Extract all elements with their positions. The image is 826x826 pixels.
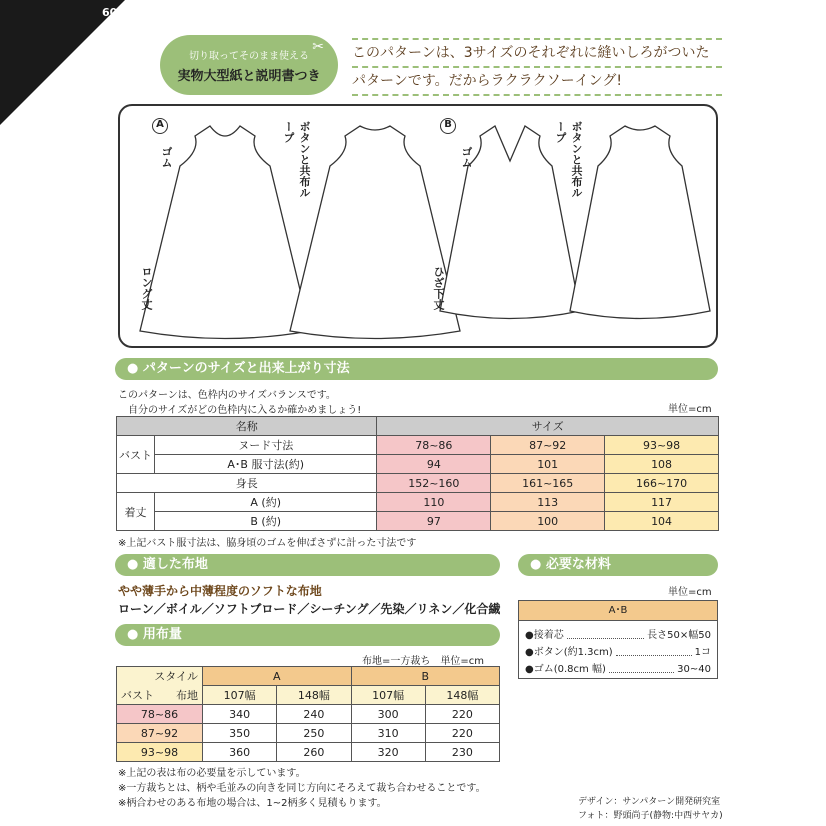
cell: 着丈 — [117, 493, 155, 531]
credits — [578, 795, 723, 823]
fabric-section-header: ● 適した布地 — [115, 554, 500, 576]
button-loop-label: ボタンと共布ループ — [282, 121, 311, 198]
scissors-icon: ✂ — [312, 39, 324, 55]
materials-section-header: ● 必要な材料 — [518, 554, 718, 576]
cell: 97 — [377, 512, 491, 531]
unit-label: 単位=cm — [668, 404, 712, 415]
note-line: ※柄合わせのある布地の場合は、1~2柄多く見積もります。 — [118, 798, 387, 809]
size-table — [116, 416, 719, 531]
cell: 360 — [203, 743, 277, 762]
cell: 260 — [277, 743, 351, 762]
badge-sub: 切り取ってそのまま使える — [189, 51, 309, 62]
cell: 240 — [277, 705, 351, 724]
cell: 107幅 — [203, 686, 277, 705]
cell: 220 — [425, 705, 499, 724]
badge-main: 実物大型紙と説明書つき — [177, 69, 321, 84]
cell: 78~86 — [117, 705, 203, 724]
cell: 148幅 — [425, 686, 499, 705]
tagline-line: パターンです。だからラクラクソーイング! — [352, 73, 622, 89]
note-line: ※一方裁ちとは、柄や毛並みの向きを同じ方向にそろえて裁ち合わせることです。 — [118, 783, 486, 794]
design-credit: デザイン：サンパターン開発研究室 — [578, 797, 721, 807]
cell: 230 — [425, 743, 499, 762]
yardage-notes — [118, 766, 486, 811]
cell: 148幅 — [277, 686, 351, 705]
cell: スタイル — [117, 667, 203, 686]
cell: 113 — [491, 493, 605, 512]
material-item — [525, 644, 711, 661]
yardage-table — [116, 666, 500, 762]
cell: A･B 服寸法(約) — [155, 455, 377, 474]
knee-length-label: ひざ下丈 — [432, 266, 445, 310]
cell: バスト — [121, 688, 154, 702]
brand-logo — [104, 22, 122, 40]
tagline — [352, 38, 722, 96]
material-value: 30~40 — [677, 664, 711, 675]
table-row — [117, 455, 719, 474]
badge — [160, 35, 338, 95]
cell: 108 — [605, 455, 719, 474]
cell: 220 — [425, 724, 499, 743]
cell: 101 — [491, 455, 605, 474]
size-section-header: ● パターンのサイズと出来上がり寸法 — [115, 358, 718, 380]
table-row — [117, 474, 719, 493]
style-b-marker: B — [440, 118, 456, 134]
materials-header: A･B — [519, 601, 717, 621]
cell: 310 — [351, 724, 425, 743]
cell: 166~170 — [605, 474, 719, 493]
style-a-marker: A — [152, 118, 168, 134]
cell: 94 — [377, 455, 491, 474]
cell: 107幅 — [351, 686, 425, 705]
section-title: 必要な材料 — [545, 557, 611, 572]
yardage-unit: 布地=一方裁ち 単位=cm — [362, 656, 484, 667]
cell: 布地 — [176, 688, 198, 702]
table-row — [117, 724, 500, 743]
gom-label-b: ゴム — [460, 146, 473, 168]
dress-b-back — [570, 126, 710, 319]
table-row — [117, 705, 500, 724]
header-size: サイズ — [377, 417, 719, 436]
material-item — [525, 627, 711, 644]
cell: 身長 — [117, 474, 377, 493]
table-row — [117, 743, 500, 762]
cell: 320 — [351, 743, 425, 762]
cell: 87~92 — [117, 724, 203, 743]
cell: 93~98 — [117, 743, 203, 762]
dress-drawings — [120, 106, 720, 350]
cell: 93~98 — [605, 436, 719, 455]
note-line: 自分のサイズがどの色枠内に入るか確かめましょう! — [128, 405, 362, 416]
material-value: 1コ — [694, 647, 711, 658]
cell: A (約) — [155, 493, 377, 512]
cell: B (約) — [155, 512, 377, 531]
cell: 300 — [351, 705, 425, 724]
cell: 340 — [203, 705, 277, 724]
material-name: ●ゴム(0.8cm 幅) — [525, 664, 606, 675]
cell: ヌード寸法 — [155, 436, 377, 455]
cell: 152~160 — [377, 474, 491, 493]
gom-label: ゴム — [160, 146, 173, 168]
fabric-list: ローン／ボイル／ソフトブロード／シーチング／先染／リネン／化合繊 — [118, 602, 501, 616]
cell: 104 — [605, 512, 719, 531]
table-row — [117, 493, 719, 512]
tagline-line: このパターンは、3サイズのそれぞれに縫いしろがついた — [352, 40, 722, 68]
header-name: 名称 — [117, 417, 377, 436]
cell: 161~165 — [491, 474, 605, 493]
materials-unit: 単位=cm — [668, 587, 712, 598]
cell: バスト — [117, 436, 155, 474]
cell: 117 — [605, 493, 719, 512]
illustration-panel — [118, 104, 718, 348]
section-title: 用布量 — [142, 627, 182, 642]
cell: 78~86 — [377, 436, 491, 455]
long-length-label: ロング丈 — [140, 266, 153, 310]
photo-credit: フォト：野頭尚子(静物:中西サヤカ) — [578, 811, 723, 821]
note-line: このパターンは、色枠内のサイズバランスです。 — [118, 390, 336, 401]
fabric-heading: やや薄手から中薄程度のソフトな布地 — [118, 584, 322, 598]
size-footnote: ※上記バスト服寸法は、脇身頃のゴムを伸ばさずに計った寸法です — [118, 538, 417, 549]
cell: 100 — [491, 512, 605, 531]
yardage-section-header: ● 用布量 — [115, 624, 500, 646]
section-title: パターンのサイズと出来上がり寸法 — [142, 361, 350, 376]
material-item — [525, 661, 711, 678]
table-row — [117, 436, 719, 455]
cell: 350 — [203, 724, 277, 743]
section-title: 適した布地 — [142, 557, 208, 572]
table-row — [117, 512, 719, 531]
cell: 87~92 — [491, 436, 605, 455]
cell: A — [203, 667, 352, 686]
materials-box — [518, 600, 718, 679]
material-value: 長さ50×幅50 — [647, 630, 711, 641]
cell: B — [351, 667, 500, 686]
pattern-number: 6032 — [102, 6, 133, 19]
cell: 250 — [277, 724, 351, 743]
note-line: ※上記の表は布の必要量を示しています。 — [118, 768, 306, 779]
button-loop-label-b: ボタンと共布ループ — [554, 121, 583, 198]
material-name: ●接着芯 — [525, 630, 564, 641]
cell: 110 — [377, 493, 491, 512]
size-note — [118, 386, 361, 416]
material-name: ●ボタン(約1.3cm) — [525, 647, 613, 658]
